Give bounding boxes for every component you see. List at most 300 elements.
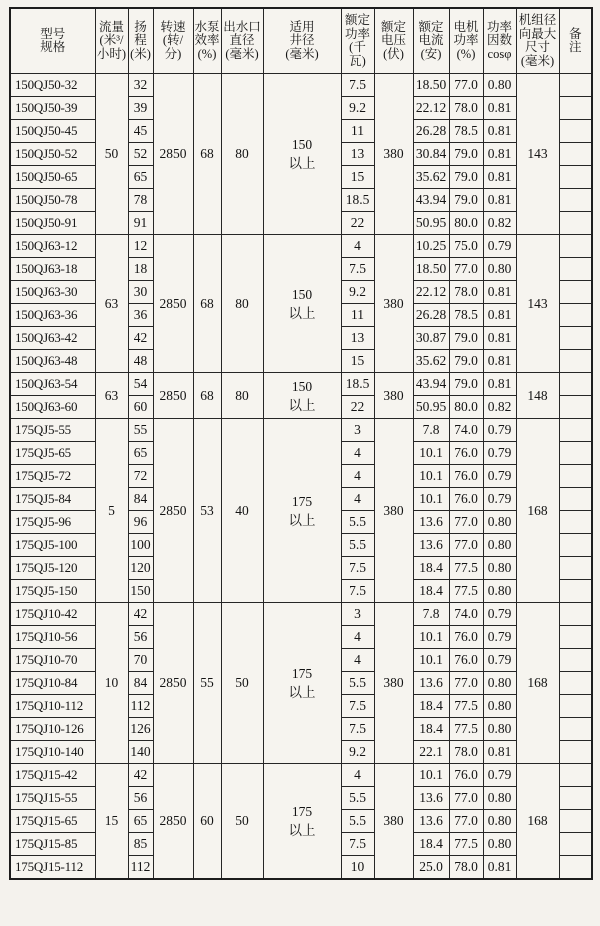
cell-model: 150QJ50-52	[10, 143, 95, 166]
cell-motor-efficiency: 77.5	[449, 695, 483, 718]
cell-motor-efficiency: 77.0	[449, 672, 483, 695]
cell-motor-efficiency: 74.0	[449, 419, 483, 442]
cell-model: 175QJ15-42	[10, 764, 95, 787]
cell-head: 112	[128, 856, 153, 880]
cell-remark	[559, 120, 592, 143]
cell-remark	[559, 350, 592, 373]
col-header-radial-line: 尺寸	[524, 40, 550, 54]
cell-head: 42	[128, 327, 153, 350]
cell-remark	[559, 327, 592, 350]
cell-model: 150QJ63-54	[10, 373, 95, 396]
col-header-power-line: (千	[349, 40, 366, 54]
cell-speed: 2850	[153, 764, 193, 880]
cell-remark	[559, 557, 592, 580]
cell-remark	[559, 833, 592, 856]
cell-outlet-diameter: 50	[221, 603, 263, 764]
cell-outlet-diameter: 80	[221, 373, 263, 419]
col-header-speed	[153, 8, 193, 74]
cell-motor-efficiency: 77.0	[449, 810, 483, 833]
cell-remark	[559, 695, 592, 718]
cell-model: 150QJ63-42	[10, 327, 95, 350]
cell-pump-efficiency: 53	[193, 419, 221, 603]
cell-motor-efficiency: 79.0	[449, 166, 483, 189]
col-header-speed-line: (转/	[162, 33, 184, 48]
cell-head: 85	[128, 833, 153, 856]
cell-rated-power: 7.5	[341, 833, 374, 856]
cell-rated-current: 10.1	[413, 764, 449, 787]
cell-speed: 2850	[153, 74, 193, 235]
cell-power-factor: 0.82	[483, 396, 516, 419]
cell-power-factor: 0.80	[483, 557, 516, 580]
cell-well-diameter-line: 以上	[288, 512, 316, 528]
cell-head: 112	[128, 695, 153, 718]
cell-rated-power: 22	[341, 212, 374, 235]
cell-speed: 2850	[153, 603, 193, 764]
cell-rated-power: 4	[341, 488, 374, 511]
cell-model: 175QJ10-84	[10, 672, 95, 695]
col-header-flow-line: 流量	[98, 19, 124, 34]
cell-power-factor: 0.81	[483, 120, 516, 143]
cell-rated-power: 7.5	[341, 580, 374, 603]
cell-max-radial-size: 168	[516, 603, 559, 764]
cell-model: 150QJ63-60	[10, 396, 95, 419]
pump-spec-table	[9, 7, 593, 880]
cell-flow: 10	[95, 603, 128, 764]
cell-rated-current: 7.8	[413, 419, 449, 442]
cell-power-factor: 0.81	[483, 166, 516, 189]
col-header-model-line: 规格	[40, 40, 66, 54]
cell-power-factor: 0.81	[483, 856, 516, 880]
cell-pump-efficiency: 68	[193, 373, 221, 419]
cell-rated-power: 18.5	[341, 373, 374, 396]
cell-model: 150QJ50-32	[10, 74, 95, 97]
cell-rated-current: 26.28	[413, 304, 449, 327]
cell-power-factor: 0.79	[483, 465, 516, 488]
cell-rated-current: 10.1	[413, 465, 449, 488]
cell-well-diameter-line: 以上	[288, 823, 316, 838]
cell-remark	[559, 741, 592, 764]
cell-model: 150QJ50-39	[10, 97, 95, 120]
cell-remark	[559, 787, 592, 810]
cell-rated-power: 5.5	[341, 534, 374, 557]
cell-motor-efficiency: 76.0	[449, 764, 483, 787]
cell-rated-power: 5.5	[341, 810, 374, 833]
cell-outlet-diameter: 50	[221, 764, 263, 880]
col-header-voltage	[374, 8, 413, 74]
cell-rated-current: 13.6	[413, 534, 449, 557]
cell-rated-power: 5.5	[341, 511, 374, 534]
table-row	[10, 235, 592, 258]
header-row	[10, 8, 592, 74]
col-header-power-line: 额定	[344, 13, 370, 27]
cell-flow: 63	[95, 235, 128, 373]
cell-model: 175QJ10-42	[10, 603, 95, 626]
cell-power-factor: 0.79	[483, 419, 516, 442]
cell-motor-efficiency: 77.5	[449, 580, 483, 603]
cell-rated-power: 9.2	[341, 281, 374, 304]
cell-head: 120	[128, 557, 153, 580]
cell-well-diameter-line: 175	[291, 666, 313, 681]
cell-rated-current: 13.6	[413, 511, 449, 534]
cell-head: 100	[128, 534, 153, 557]
cell-well-diameter	[263, 235, 341, 373]
cell-rated-current: 30.84	[413, 143, 449, 166]
cell-speed: 2850	[153, 235, 193, 373]
cell-rated-current: 22.12	[413, 281, 449, 304]
cell-well-diameter-line: 150	[291, 137, 313, 152]
col-header-current-line: (安)	[420, 46, 442, 61]
col-header-pf-line: 因数	[486, 33, 512, 48]
cell-power-factor: 0.82	[483, 212, 516, 235]
cell-max-radial-size: 168	[516, 764, 559, 880]
cell-rated-current: 26.28	[413, 120, 449, 143]
col-header-pf-line: cosφ	[487, 46, 512, 61]
cell-head: 84	[128, 672, 153, 695]
cell-flow: 5	[95, 419, 128, 603]
cell-power-factor: 0.80	[483, 534, 516, 557]
cell-head: 72	[128, 465, 153, 488]
cell-rated-power: 11	[341, 120, 374, 143]
pump-spec-table-wrap	[9, 7, 591, 880]
cell-model: 175QJ10-112	[10, 695, 95, 718]
cell-power-factor: 0.81	[483, 304, 516, 327]
cell-head: 70	[128, 649, 153, 672]
cell-model: 175QJ5-96	[10, 511, 95, 534]
cell-rated-power: 9.2	[341, 741, 374, 764]
cell-speed: 2850	[153, 373, 193, 419]
cell-motor-efficiency: 77.5	[449, 557, 483, 580]
cell-model: 175QJ15-55	[10, 787, 95, 810]
cell-well-diameter-line: 以上	[288, 685, 316, 700]
col-header-flow-line: 小时)	[96, 46, 127, 61]
col-header-pump_eff-line: 效率	[194, 33, 220, 48]
cell-rated-power: 5.5	[341, 787, 374, 810]
cell-remark	[559, 97, 592, 120]
col-header-well-line: 适用	[289, 19, 315, 34]
cell-head: 60	[128, 396, 153, 419]
cell-well-diameter-line: 150	[291, 286, 313, 302]
cell-motor-efficiency: 77.0	[449, 787, 483, 810]
cell-model: 150QJ50-45	[10, 120, 95, 143]
cell-remark	[559, 143, 592, 166]
col-header-speed-line: 分)	[164, 46, 182, 61]
cell-model: 150QJ63-12	[10, 235, 95, 258]
cell-rated-power: 3	[341, 419, 374, 442]
cell-head: 84	[128, 488, 153, 511]
col-header-radial	[516, 8, 559, 74]
col-header-remark-line: 注	[568, 40, 582, 54]
col-header-pump_eff-line: 水泵	[194, 19, 220, 34]
cell-remark	[559, 764, 592, 787]
col-header-outlet-line: (毫米)	[225, 46, 259, 61]
cell-motor-efficiency: 77.5	[449, 833, 483, 856]
cell-rated-current: 10.1	[413, 649, 449, 672]
cell-head: 12	[128, 235, 153, 258]
cell-remark	[559, 649, 592, 672]
cell-head: 150	[128, 580, 153, 603]
cell-rated-current: 7.8	[413, 603, 449, 626]
cell-motor-efficiency: 78.5	[449, 120, 483, 143]
cell-rated-current: 18.4	[413, 557, 449, 580]
cell-head: 42	[128, 603, 153, 626]
cell-remark	[559, 603, 592, 626]
cell-rated-current: 22.1	[413, 741, 449, 764]
cell-model: 175QJ15-112	[10, 856, 95, 880]
col-header-motor_eff-line: (%)	[456, 46, 476, 61]
cell-power-factor: 0.79	[483, 764, 516, 787]
cell-head: 55	[128, 419, 153, 442]
col-header-motor_eff-line: 功率	[453, 33, 479, 48]
cell-rated-current: 18.4	[413, 833, 449, 856]
col-header-power	[341, 8, 374, 74]
cell-rated-power: 9.2	[341, 97, 374, 120]
cell-power-factor: 0.80	[483, 718, 516, 741]
cell-max-radial-size: 143	[516, 74, 559, 235]
cell-power-factor: 0.81	[483, 281, 516, 304]
cell-rated-power: 7.5	[341, 695, 374, 718]
cell-rated-current: 35.62	[413, 166, 449, 189]
cell-model: 175QJ15-65	[10, 810, 95, 833]
cell-motor-efficiency: 80.0	[449, 212, 483, 235]
cell-motor-efficiency: 79.0	[449, 373, 483, 396]
cell-rated-voltage: 380	[374, 373, 413, 419]
cell-motor-efficiency: 77.5	[449, 718, 483, 741]
cell-rated-current: 30.87	[413, 327, 449, 350]
cell-rated-power: 13	[341, 327, 374, 350]
col-header-radial-line: 向最大	[518, 26, 557, 41]
cell-power-factor: 0.81	[483, 327, 516, 350]
col-header-outlet-line: 出水口	[223, 19, 261, 34]
cell-motor-efficiency: 80.0	[449, 396, 483, 419]
col-header-current-line: 额定	[418, 19, 444, 34]
cell-remark	[559, 281, 592, 304]
cell-well-diameter-line: 以上	[288, 305, 316, 321]
cell-rated-voltage: 380	[374, 764, 413, 880]
cell-model: 175QJ5-100	[10, 534, 95, 557]
cell-speed: 2850	[153, 419, 193, 603]
cell-head: 78	[128, 189, 153, 212]
col-header-well-line: 井径	[289, 33, 315, 48]
cell-head: 65	[128, 166, 153, 189]
cell-head: 126	[128, 718, 153, 741]
cell-power-factor: 0.81	[483, 189, 516, 212]
cell-rated-power: 4	[341, 465, 374, 488]
col-header-well	[263, 8, 341, 74]
cell-remark	[559, 488, 592, 511]
cell-head: 65	[128, 810, 153, 833]
cell-well-diameter	[263, 603, 341, 764]
cell-motor-efficiency: 79.0	[449, 189, 483, 212]
col-header-head-line: 程	[134, 33, 147, 48]
cell-motor-efficiency: 74.0	[449, 603, 483, 626]
cell-model: 175QJ10-56	[10, 626, 95, 649]
cell-motor-efficiency: 79.0	[449, 350, 483, 373]
cell-model: 150QJ50-78	[10, 189, 95, 212]
col-header-current	[413, 8, 449, 74]
cell-rated-current: 50.95	[413, 396, 449, 419]
cell-rated-power: 10	[341, 856, 374, 880]
cell-rated-current: 13.6	[413, 810, 449, 833]
cell-model: 150QJ50-65	[10, 166, 95, 189]
cell-power-factor: 0.80	[483, 787, 516, 810]
cell-model: 150QJ63-30	[10, 281, 95, 304]
cell-head: 18	[128, 258, 153, 281]
cell-flow: 15	[95, 764, 128, 880]
cell-power-factor: 0.81	[483, 350, 516, 373]
col-header-power-line: 功率	[344, 26, 370, 41]
table-row	[10, 764, 592, 787]
cell-rated-power: 7.5	[341, 557, 374, 580]
cell-remark	[559, 534, 592, 557]
cell-rated-power: 13	[341, 143, 374, 166]
cell-rated-current: 43.94	[413, 189, 449, 212]
cell-model: 175QJ15-85	[10, 833, 95, 856]
cell-head: 52	[128, 143, 153, 166]
cell-remark	[559, 419, 592, 442]
cell-rated-current: 50.95	[413, 212, 449, 235]
cell-rated-power: 15	[341, 350, 374, 373]
cell-well-diameter	[263, 764, 341, 880]
cell-remark	[559, 718, 592, 741]
cell-rated-power: 15	[341, 166, 374, 189]
cell-rated-current: 10.1	[413, 442, 449, 465]
cell-model: 150QJ63-18	[10, 258, 95, 281]
col-header-head-line: 扬	[134, 19, 147, 34]
cell-power-factor: 0.80	[483, 74, 516, 97]
col-header-remark	[559, 8, 592, 74]
cell-motor-efficiency: 78.0	[449, 856, 483, 880]
cell-head: 96	[128, 511, 153, 534]
cell-remark	[559, 212, 592, 235]
cell-rated-current: 18.50	[413, 258, 449, 281]
cell-head: 91	[128, 212, 153, 235]
cell-well-diameter-line: 以上	[288, 156, 316, 171]
col-header-head	[128, 8, 153, 74]
cell-rated-power: 4	[341, 649, 374, 672]
cell-rated-voltage: 380	[374, 235, 413, 373]
cell-remark	[559, 672, 592, 695]
cell-outlet-diameter: 80	[221, 235, 263, 373]
cell-flow: 50	[95, 74, 128, 235]
cell-power-factor: 0.80	[483, 810, 516, 833]
cell-rated-current: 35.62	[413, 350, 449, 373]
cell-model: 175QJ5-65	[10, 442, 95, 465]
cell-well-diameter	[263, 419, 341, 603]
table-row	[10, 373, 592, 396]
cell-rated-power: 4	[341, 764, 374, 787]
cell-power-factor: 0.79	[483, 235, 516, 258]
cell-power-factor: 0.79	[483, 442, 516, 465]
cell-model: 175QJ10-70	[10, 649, 95, 672]
cell-rated-power: 11	[341, 304, 374, 327]
cell-rated-current: 18.4	[413, 580, 449, 603]
cell-head: 48	[128, 350, 153, 373]
cell-head: 42	[128, 764, 153, 787]
cell-flow: 63	[95, 373, 128, 419]
cell-remark	[559, 258, 592, 281]
cell-head: 36	[128, 304, 153, 327]
cell-rated-current: 18.4	[413, 695, 449, 718]
col-header-model-line: 型号	[40, 26, 66, 41]
cell-power-factor: 0.81	[483, 741, 516, 764]
cell-pump-efficiency: 55	[193, 603, 221, 764]
cell-power-factor: 0.80	[483, 833, 516, 856]
cell-power-factor: 0.80	[483, 695, 516, 718]
cell-motor-efficiency: 76.0	[449, 626, 483, 649]
cell-rated-power: 4	[341, 626, 374, 649]
cell-rated-current: 10.1	[413, 626, 449, 649]
cell-motor-efficiency: 77.0	[449, 74, 483, 97]
col-header-motor_eff	[449, 8, 483, 74]
cell-remark	[559, 396, 592, 419]
cell-power-factor: 0.80	[483, 580, 516, 603]
cell-well-diameter	[263, 373, 341, 419]
cell-model: 175QJ5-150	[10, 580, 95, 603]
cell-motor-efficiency: 78.5	[449, 304, 483, 327]
col-header-radial-line: (毫米)	[520, 53, 555, 68]
cell-head: 65	[128, 442, 153, 465]
cell-motor-efficiency: 79.0	[449, 143, 483, 166]
col-header-pump_eff	[193, 8, 221, 74]
cell-head: 56	[128, 787, 153, 810]
col-header-voltage-line: 电压	[380, 33, 406, 48]
cell-remark	[559, 856, 592, 880]
cell-max-radial-size: 143	[516, 235, 559, 373]
cell-rated-power: 7.5	[341, 74, 374, 97]
col-header-voltage-line: 额定	[380, 19, 406, 34]
cell-head: 45	[128, 120, 153, 143]
cell-remark	[559, 465, 592, 488]
cell-power-factor: 0.79	[483, 626, 516, 649]
cell-power-factor: 0.81	[483, 143, 516, 166]
cell-rated-power: 7.5	[341, 718, 374, 741]
cell-rated-voltage: 380	[374, 603, 413, 764]
cell-head: 30	[128, 281, 153, 304]
cell-motor-efficiency: 77.0	[449, 534, 483, 557]
col-header-outlet-line: 直径	[229, 33, 255, 48]
cell-rated-power: 22	[341, 396, 374, 419]
table-row	[10, 74, 592, 97]
cell-rated-current: 18.50	[413, 74, 449, 97]
cell-remark	[559, 373, 592, 396]
cell-rated-current: 10.25	[413, 235, 449, 258]
cell-head: 32	[128, 74, 153, 97]
cell-rated-power: 3	[341, 603, 374, 626]
cell-remark	[559, 442, 592, 465]
cell-motor-efficiency: 78.0	[449, 281, 483, 304]
col-header-power-line: 瓦)	[349, 53, 366, 68]
cell-power-factor: 0.81	[483, 97, 516, 120]
cell-rated-power: 4	[341, 442, 374, 465]
cell-model: 175QJ5-84	[10, 488, 95, 511]
cell-remark	[559, 166, 592, 189]
cell-outlet-diameter: 80	[221, 74, 263, 235]
cell-power-factor: 0.79	[483, 649, 516, 672]
cell-rated-voltage: 380	[374, 419, 413, 603]
cell-model: 150QJ63-36	[10, 304, 95, 327]
cell-power-factor: 0.79	[483, 488, 516, 511]
cell-outlet-diameter: 40	[221, 419, 263, 603]
cell-remark	[559, 235, 592, 258]
cell-remark	[559, 189, 592, 212]
cell-well-diameter	[263, 74, 341, 235]
cell-power-factor: 0.81	[483, 373, 516, 396]
cell-rated-power: 7.5	[341, 258, 374, 281]
table-row	[10, 419, 592, 442]
col-header-pf	[483, 8, 516, 74]
cell-pump-efficiency: 60	[193, 764, 221, 880]
cell-well-diameter-line: 150	[291, 378, 313, 394]
